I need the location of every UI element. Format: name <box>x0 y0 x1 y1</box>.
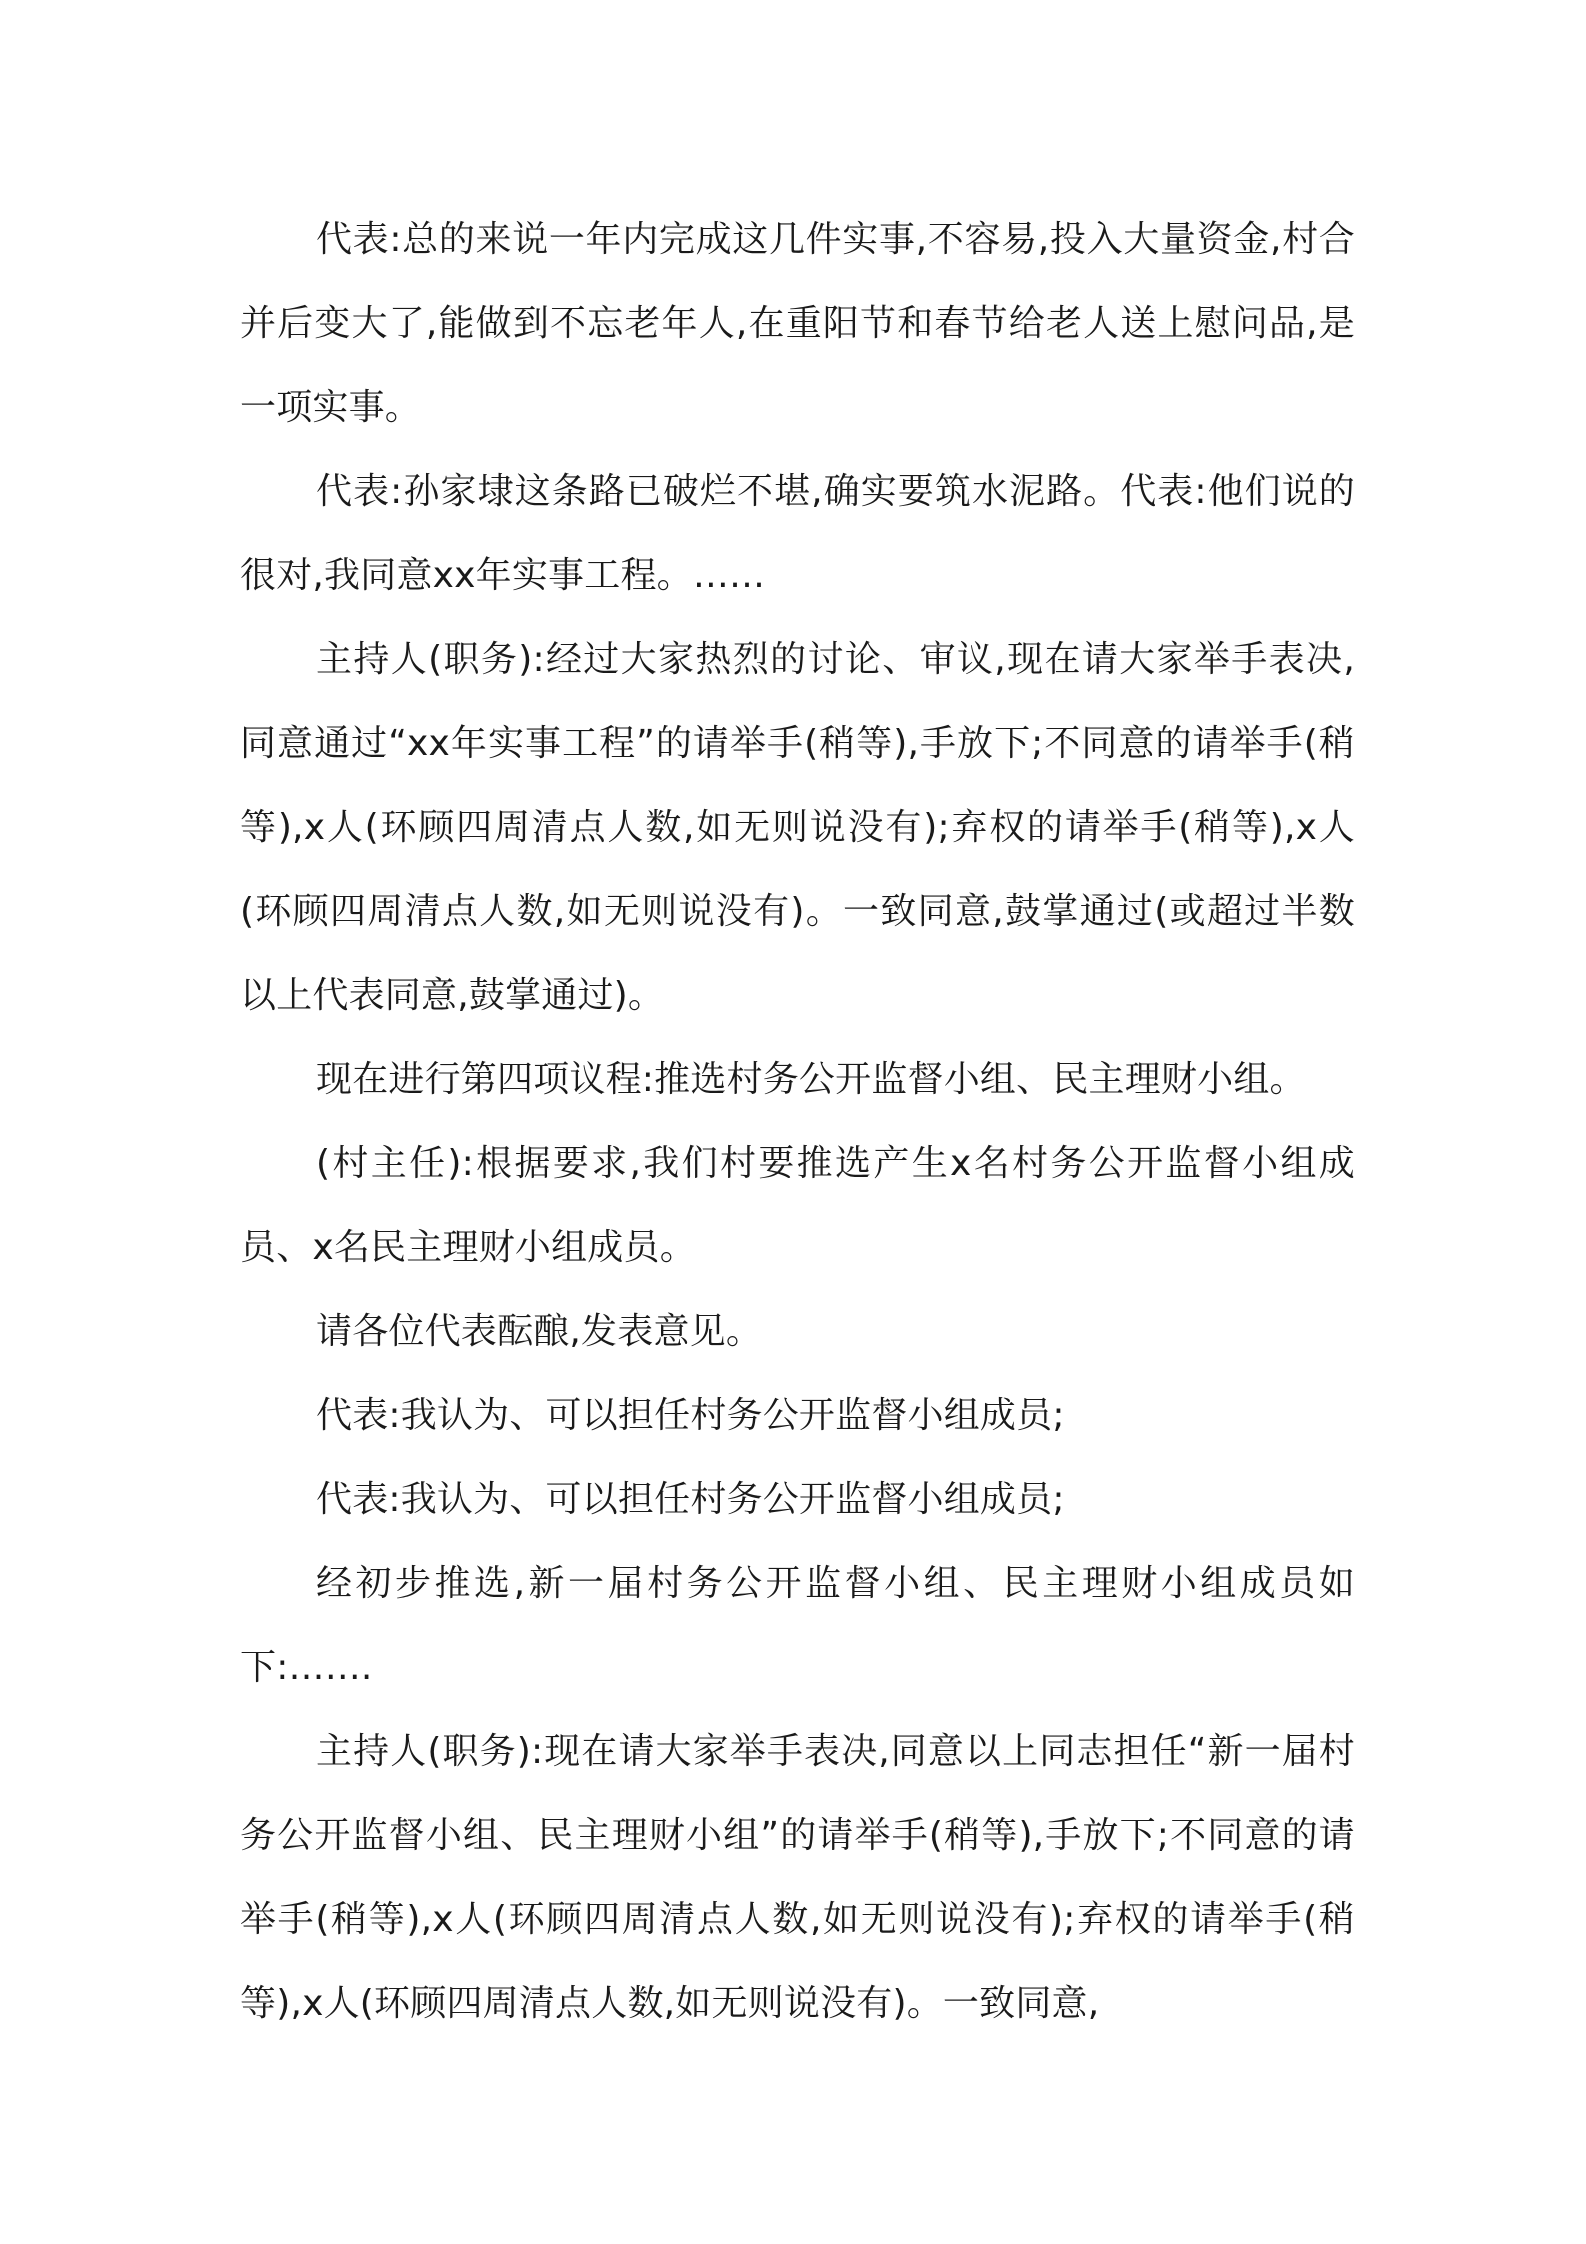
paragraph-9: 经初步推选,新一届村务公开监督小组、民主理财小组成员如下:……. <box>240 1563 1355 1688</box>
paragraph-2: 代表:孙家埭这条路已破烂不堪,确实要筑水泥路。代表:他们说的很对,我同意xx年实事工程。…… <box>240 471 1355 596</box>
paragraph-1: 代表:总的来说一年内完成这几件实事,不容易,投入大量资金,村合并后变大了,能做到不忘老年人,在重阳节和春节给老人送上慰问品,是一项实事。 <box>240 219 1355 428</box>
paragraph-3: 主持人(职务):经过大家热烈的讨论、审议,现在请大家举手表决,同意通过“xx年实事工程”的请举手(稍等),手放下;不同意的请举手(稍等),x人(环顾四周清点人数,如无则说没有);弃权的请举手(稍等),x人(环顾四周清点人数,如无则说没有)。一致同意,鼓掌通过(或超过半数以上代表同意,鼓掌通过)。 <box>240 639 1355 1016</box>
paragraph-6: 请各位代表酝酿,发表意见。 <box>316 1311 763 1352</box>
paragraph-7: 代表:我认为、可以担任村务公开监督小组成员; <box>316 1395 1065 1436</box>
paragraph-10: 主持人(职务):现在请大家举手表决,同意以上同志担任“新一届村务公开监督小组、民主理财小组”的请举手(稍等),手放下;不同意的请举手(稍等),x人(环顾四周清点人数,如无则说没有);弃权的请举手(稍等),x人(环顾四周清点人数,如无则说没有)。一致同意, <box>240 1731 1355 2024</box>
paragraph-4: 现在进行第四项议程:推选村务公开监督小组、民主理财小组。 <box>316 1059 1306 1100</box>
document-body <box>240 198 1355 2046</box>
paragraph-8: 代表:我认为、可以担任村务公开监督小组成员; <box>316 1479 1065 1520</box>
paragraph-5: (村主任):根据要求,我们村要推选产生x名村务公开监督小组成员、x名民主理财小组成员。 <box>240 1143 1355 1268</box>
